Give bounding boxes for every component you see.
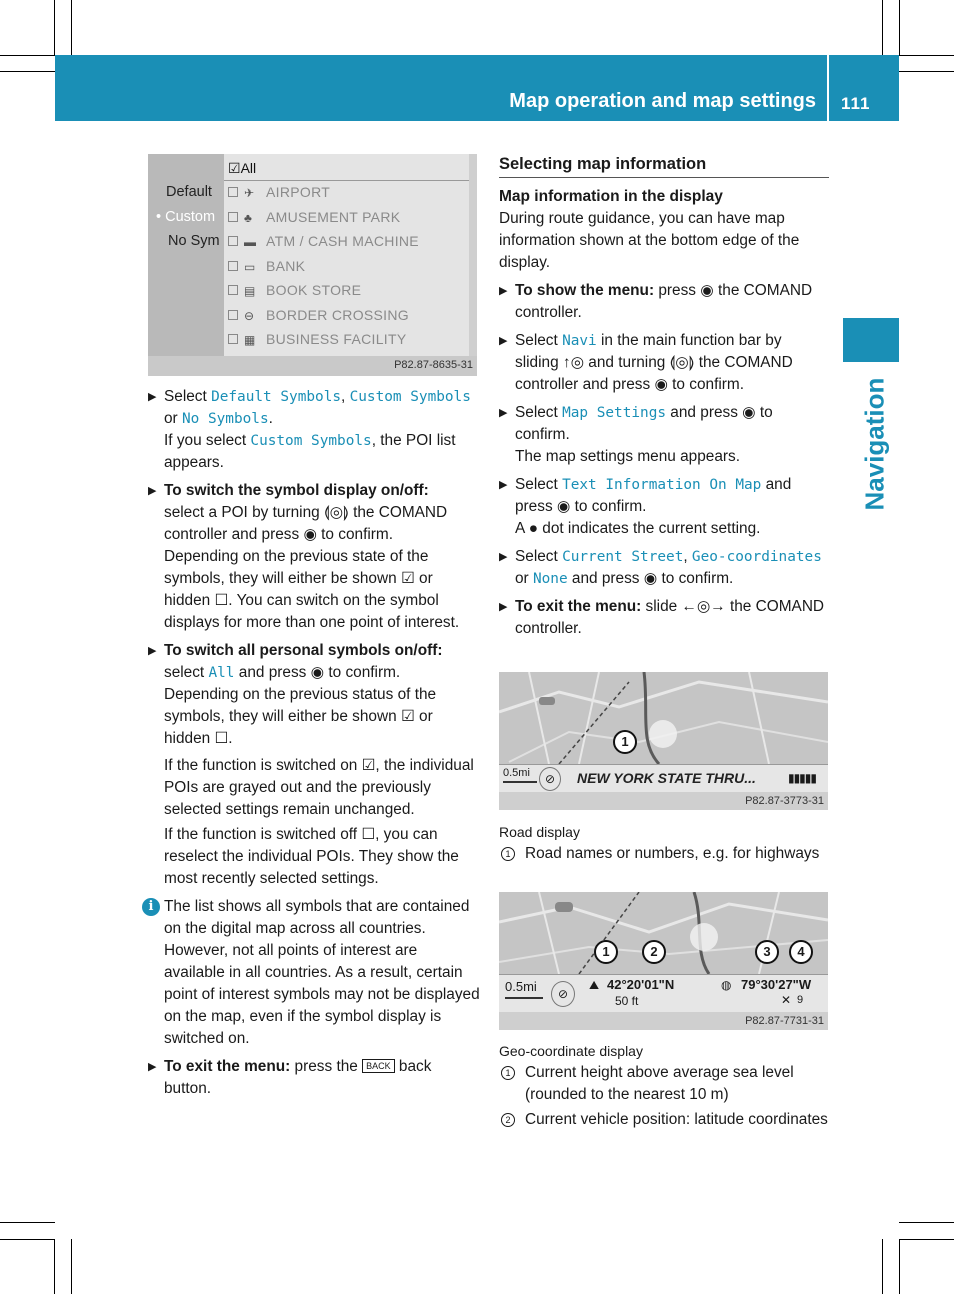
map-info-bar [499, 974, 828, 1013]
scale-label: 0.5mi [505, 979, 537, 994]
list-item: ▤ BOOK STORE [228, 282, 361, 298]
book-store-icon: ▤ [244, 284, 256, 298]
arrow-icon: ▶ [148, 645, 157, 657]
option-custom: • Custom [156, 209, 216, 225]
callout-4: 4 [789, 940, 813, 964]
crop-mark [899, 55, 954, 56]
street-name: NEW YORK STATE THRU... [577, 770, 756, 786]
arrow-icon: ▶ [499, 551, 508, 563]
map-background [499, 892, 828, 974]
image-code-bar: P82.87-3773-31 [499, 792, 828, 810]
latitude-value: 42°20'01"N [607, 977, 675, 992]
callout-2: 2 [642, 940, 666, 964]
crop-mark [882, 1239, 883, 1294]
legend-item: 2 Current vehicle position: latitude coordinates [499, 1109, 829, 1131]
crop-mark [54, 0, 55, 55]
list-item: ▦ BUSINESS FACILITY [228, 331, 406, 347]
instruction-text-information: ▶ Select Text Information On Map and press ◉ to confirm. A ● dot indicates the current setting. [499, 476, 792, 537]
left-column [148, 386, 480, 1106]
arrow-icon: ▶ [148, 1061, 157, 1073]
crop-mark [899, 71, 954, 72]
instruction-exit-menu: ▶ To exit the menu: press the BACK back button. [148, 1058, 432, 1097]
crop-mark [899, 1222, 954, 1223]
map-info-bar [499, 764, 828, 793]
option-default: Default [166, 184, 212, 200]
list-item: ▭ BANK [228, 258, 305, 274]
amusement-park-icon: ♣ [244, 211, 253, 225]
business-facility-icon: ▦ [244, 333, 256, 347]
chapter-label: Navigation [859, 377, 890, 511]
header-divider [827, 55, 829, 121]
crop-mark [899, 1239, 900, 1294]
intro-text: During route guidance, you can have map information shown at the bottom edge of the display. [499, 210, 800, 271]
crop-mark [0, 71, 55, 72]
subsection-title: Map information in the display [499, 188, 723, 205]
scale-bar [505, 997, 543, 999]
longitude-value: 79°30'27"W [741, 977, 812, 992]
callout-1: 1 [594, 940, 618, 964]
page-number: 111 [841, 94, 871, 113]
crop-mark [71, 1239, 72, 1294]
instruction-exit-menu: ▶ To exit the menu: slide ←◎→ the COMAND controller. [499, 598, 825, 637]
poi-list [224, 154, 469, 356]
instruction-select-display: ▶ Select Current Street, Geo-coordinates or None and press ◉ to confirm. [499, 548, 822, 587]
all-row: ☑All [228, 160, 257, 176]
crop-mark [899, 0, 900, 55]
instruction-select-symbols: ▶ Select Default Symbols, Custom Symbols or No Symbols. If you select Custom Symbols, the POI list appears. [148, 388, 471, 471]
callout-1: 1 [613, 730, 637, 754]
list-item: ⊖ BORDER CROSSING [228, 307, 409, 323]
legend-item: 1 Current height above average sea level (rounded to the nearest 10 m) [499, 1062, 829, 1106]
scale-label: 0.5mi [503, 767, 530, 779]
arrow-icon: ▶ [499, 479, 508, 491]
road-display-caption-block [499, 815, 829, 865]
chapter-tab [843, 318, 899, 362]
geo-coordinate-screenshot [499, 892, 828, 1030]
altitude-value: 50 ft [615, 994, 639, 1008]
airport-icon: ✈ [244, 186, 255, 200]
list-item: ▬ ATM / CASH MACHINE [228, 233, 419, 249]
info-icon: i [142, 898, 160, 916]
arrow-icon: ▶ [148, 391, 157, 403]
scale-bar [503, 781, 537, 783]
atm-icon: ▬ [244, 235, 257, 249]
checked-icon: ☑ [228, 160, 241, 176]
crop-mark [882, 0, 883, 55]
instruction-toggle-all: ▶ To switch all personal symbols on/off: select All and press ◉ to confirm. Depending on the previous status of the symbols, they will either be shown ☑ or hidden ☐. If the function is switched on ☑, the individual POIs are grayed out and the previously selected settings remain unchanged. If the function is switched off ☐, you can reselect the individual POIs. They show the most recently selected settings. [148, 640, 480, 890]
crop-mark [0, 55, 55, 56]
callout-3: 3 [755, 940, 779, 964]
crop-mark [71, 0, 72, 55]
crop-mark [0, 1222, 55, 1223]
image-code-bar: P82.87-7731-31 [499, 1012, 828, 1030]
road-display-screenshot [499, 672, 828, 810]
note-switched-on: If the function is switched on ☑, the individual POIs are grayed out and the previously selected settings remain unchanged. [164, 757, 474, 818]
page-title: Map operation and map settings [509, 90, 816, 112]
arrow-icon: ▶ [499, 601, 508, 613]
bank-icon: ▭ [244, 260, 256, 274]
symbol-options-panel [148, 154, 224, 356]
arrow-icon: ▶ [148, 485, 157, 497]
note-switched-off: If the function is switched off ☐, you can reselect the individual POIs. They show the most recently selected settings. [164, 826, 459, 887]
instruction-show-menu: ▶ To show the menu: press ◉ the COMAND controller. [499, 282, 813, 321]
scrollbar [469, 154, 477, 356]
satellite-count: 9 [797, 994, 804, 1006]
section-title: Selecting map information [499, 153, 829, 178]
list-item: ✈ AIRPORT [228, 184, 330, 200]
border-crossing-icon: ⊖ [244, 309, 255, 323]
satellite-icon: ✕ [781, 993, 792, 1007]
arrow-icon: ▶ [499, 407, 508, 419]
compass-icon: ⊘ [539, 767, 561, 791]
poi-menu-screenshot [148, 154, 477, 376]
list-item: ♣ AMUSEMENT PARK [228, 209, 400, 225]
crop-mark [0, 1239, 55, 1240]
instruction-map-settings: ▶ Select Map Settings and press ◉ to confirm. The map settings menu appears. [499, 404, 773, 465]
legend-item: 1 Road names or numbers, e.g. for highways [499, 843, 829, 865]
map-background [499, 672, 828, 764]
option-no-symbols: No Sym [168, 233, 220, 249]
altitude-icon: ⛰ [589, 978, 600, 992]
instruction-toggle-symbol: ▶ To switch the symbol display on/off: select a POI by turning ⟬◎⟭ the COMAND controller and press ◉ to confirm. Depending on the previous state of the symbols, they will either be shown ☑ or hidden ☐. You can switch on the symbol displays for more than one point of interest. [148, 482, 460, 631]
crop-mark [899, 1239, 954, 1240]
back-button-icon: BACK [362, 1059, 395, 1073]
arrow-icon: ▶ [499, 285, 508, 297]
arrow-icon: ▶ [499, 335, 508, 347]
info-note: i The list shows all symbols that are contained on the digital map across all countries. However, not all points of interest are available in all countries. As a result, certain point of interest symbols may not be displayed on the map, even if the symbol display is switched on. [148, 896, 480, 1050]
image-code-bar: P82.87-8635-31 [148, 356, 477, 376]
signal-icon: ▮▮▮▮▮ [787, 771, 816, 785]
globe-icon: ◍ [721, 978, 732, 992]
figure-caption: Geo-coordinate display [499, 1043, 643, 1059]
figure-caption: Road display [499, 824, 580, 840]
right-column [499, 153, 829, 646]
compass-icon: ⊘ [551, 981, 575, 1007]
geo-display-caption-block [499, 1034, 829, 1131]
crop-mark [54, 1239, 55, 1294]
instruction-select-navi: ▶ Select Navi in the main function bar by sliding ↑◎ and turning ⟬◎⟭ the COMAND controller and press ◉ to confirm. [499, 332, 793, 393]
